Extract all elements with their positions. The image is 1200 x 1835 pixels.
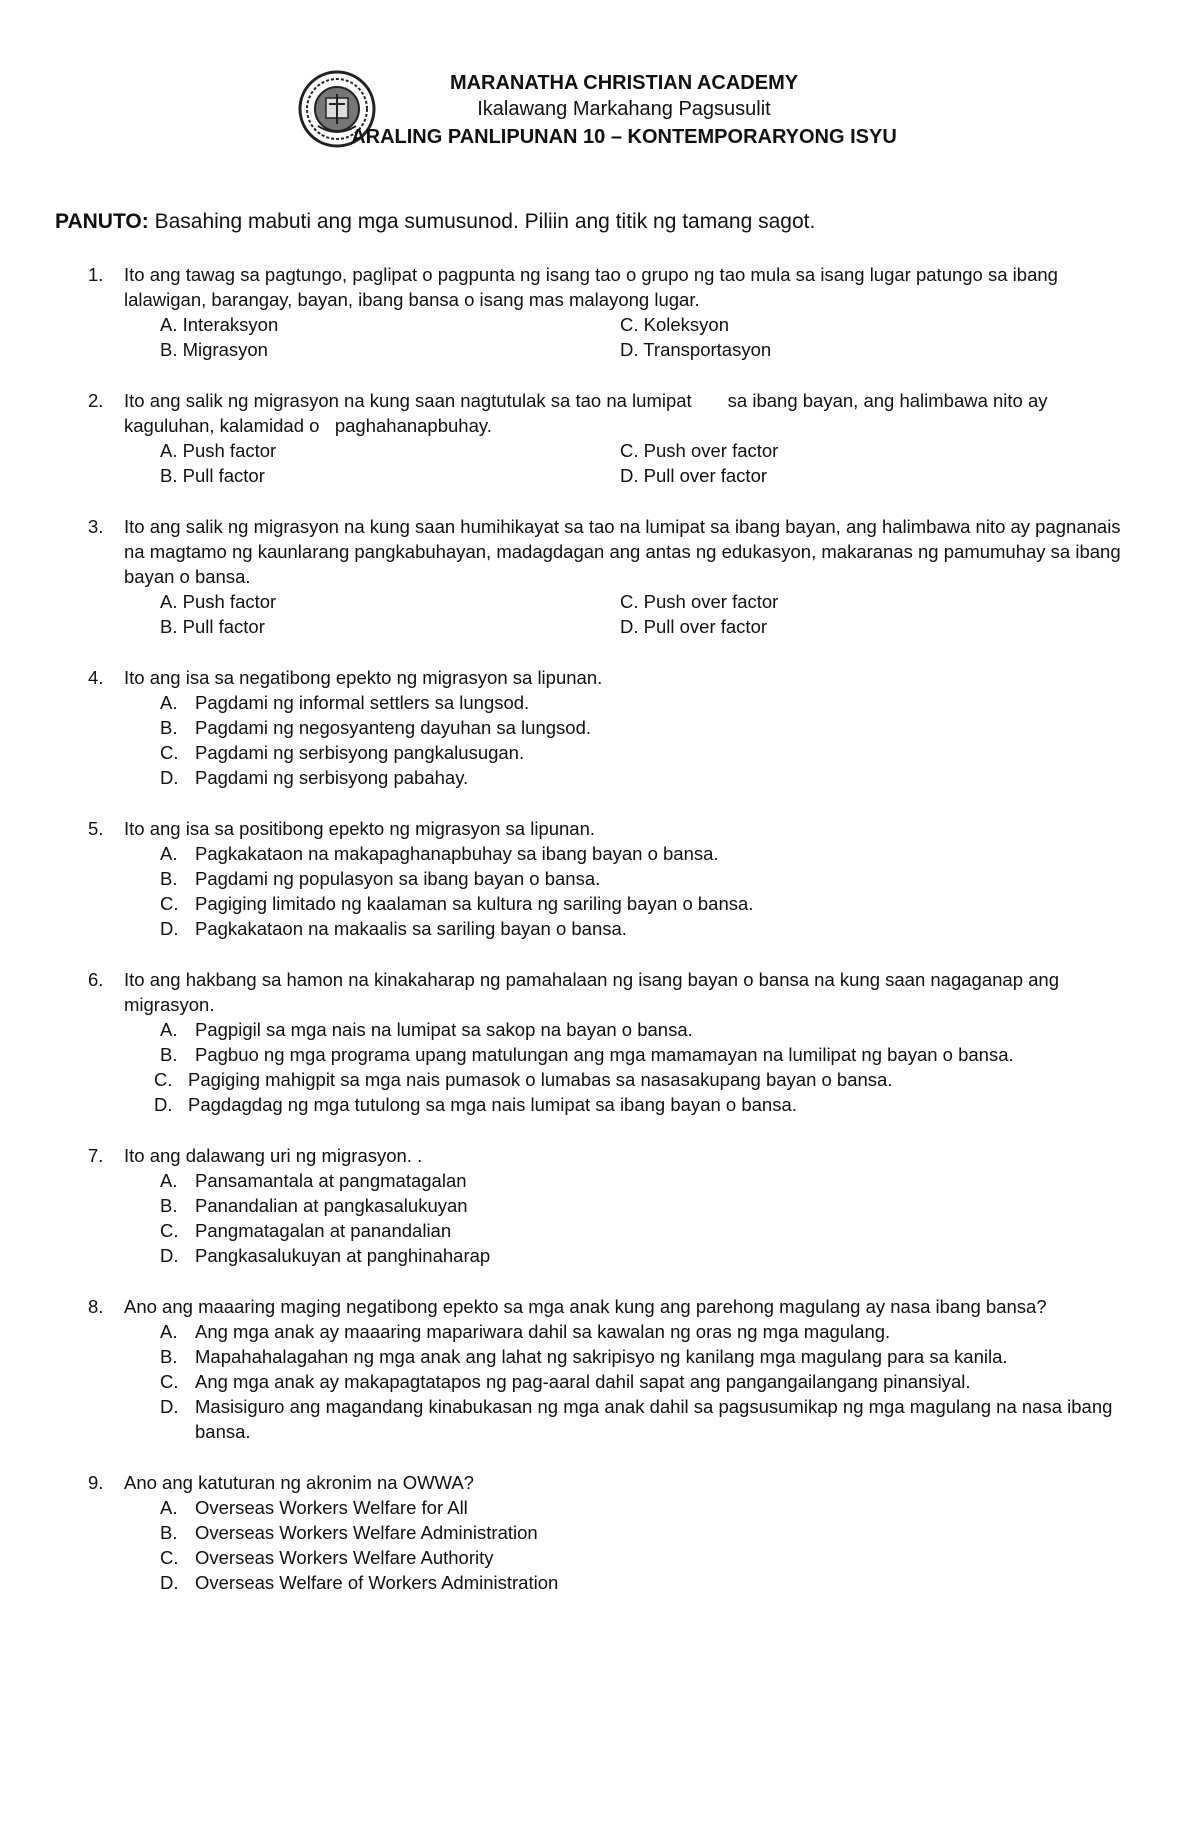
choice-c[interactable]: C. Koleksyon: [620, 314, 729, 335]
instructions-label: PANUTO:: [55, 210, 149, 233]
choice-d[interactable]: [154, 1092, 1130, 1117]
choice-letter: B.: [160, 868, 178, 889]
question-number: 1.: [88, 264, 104, 285]
question-5: [0, 816, 1200, 941]
choice-letter: D.: [160, 1245, 179, 1266]
question-text: Ito ang hakbang sa hamon na kinakaharap ng pamahalaan ng isang bayan o bansa na kung saan nagaganap ang migrasyon.: [124, 969, 1059, 1015]
choice-c[interactable]: [160, 891, 1130, 916]
choice-b[interactable]: [160, 866, 1130, 891]
question-list: [0, 262, 1200, 1621]
question-9: [0, 1470, 1200, 1595]
choice-text: Pagdami ng populasyon sa ibang bayan o bansa.: [195, 868, 601, 889]
choice-text: Pagdami ng serbisyong pangkalusugan.: [195, 742, 525, 763]
choice-d[interactable]: [160, 1570, 1130, 1595]
question-number: 4.: [88, 667, 104, 688]
question-text: Ito ang dalawang uri ng migrasyon. .: [124, 1145, 423, 1166]
choice-letter: B.: [160, 1195, 178, 1216]
choice-b[interactable]: [160, 1193, 1130, 1218]
choice-a[interactable]: [160, 690, 1130, 715]
choice-b[interactable]: B. Migrasyon: [160, 339, 268, 360]
choice-letter: D.: [160, 1572, 179, 1593]
instructions-text: Basahing mabuti ang mga sumusunod. Piliin ang titik ng tamang sagot.: [154, 210, 816, 233]
choice-text: Pagdami ng informal settlers sa lungsod.: [195, 692, 530, 713]
choice-letter: C.: [160, 1220, 179, 1241]
choices: [124, 1017, 1130, 1117]
choice-d[interactable]: [160, 1243, 1130, 1268]
choice-c[interactable]: C. Push over factor: [620, 440, 779, 461]
question-8: [0, 1294, 1200, 1444]
choice-text: Pagdami ng negosyanteng dayuhan sa lungsod.: [195, 717, 591, 738]
choices: [124, 1168, 1130, 1268]
choice-b[interactable]: B. Pull factor: [160, 465, 265, 486]
choices: [124, 589, 1130, 639]
question-number: 9.: [88, 1472, 104, 1493]
choice-a[interactable]: A. Interaksyon: [160, 314, 279, 335]
choice-letter: B.: [160, 717, 178, 738]
exam-title: Ikalawang Markahang Pagsusulit: [477, 98, 771, 120]
choice-text: Panandalian at pangkasalukuyan: [195, 1195, 468, 1216]
question-2: [0, 388, 1200, 488]
choice-b[interactable]: [160, 1042, 1130, 1067]
choices: [124, 1495, 1130, 1595]
question-text: Ano ang katuturan ng akronim na OWWA?: [124, 1472, 474, 1493]
choice-c[interactable]: [160, 1218, 1130, 1243]
choice-d[interactable]: D. Pull over factor: [620, 616, 768, 637]
choice-text: Pagdagdag ng mga tutulong sa mga nais lumipat sa ibang bayan o bansa.: [188, 1094, 797, 1115]
question-4: [0, 665, 1200, 790]
question-1: [0, 262, 1200, 362]
choice-a[interactable]: [160, 1017, 1130, 1042]
question-7: [0, 1143, 1200, 1268]
choices: [124, 690, 1130, 790]
question-text: Ano ang maaaring maging negatibong epekto sa mga anak kung ang parehong magulang ay nasa ibang bansa?: [124, 1296, 1047, 1317]
choice-text: Overseas Workers Welfare Administration: [195, 1522, 538, 1543]
question-number: 6.: [88, 969, 104, 990]
choice-text: Mapahahalagahan ng mga anak ang lahat ng sakripisyo ng kanilang mga magulang para sa kanila.: [195, 1346, 1008, 1367]
choice-letter: A.: [160, 1497, 178, 1518]
choice-c[interactable]: [160, 740, 1130, 765]
question-number: 5.: [88, 818, 104, 839]
choices: [124, 1319, 1130, 1444]
choice-text: Pansamantala at pangmatagalan: [195, 1170, 467, 1191]
choices: [124, 312, 1130, 362]
choice-letter: A.: [160, 843, 178, 864]
question-number: 3.: [88, 516, 104, 537]
choice-d[interactable]: [160, 916, 1130, 941]
question-number: 7.: [88, 1145, 104, 1166]
question-text: Ito ang salik ng migrasyon na kung saan nagtutulak sa tao na lumipat sa ibang bayan, ang halimbawa nito ay kaguluhan, kalamidad o paghahanapbuhay.: [124, 390, 1053, 436]
choice-a[interactable]: [160, 1168, 1130, 1193]
instructions: [55, 210, 1155, 234]
subject-title: ARALING PANLIPUNAN 10 – KONTEMPORARYONG ISYU: [351, 126, 897, 148]
choices: [124, 438, 1130, 488]
choice-text: Overseas Workers Welfare for All: [195, 1497, 468, 1518]
choice-b[interactable]: B. Pull factor: [160, 616, 265, 637]
choice-letter: A.: [160, 1170, 178, 1191]
question-number: 2.: [88, 390, 104, 411]
choice-text: Pagpigil sa mga nais na lumipat sa sakop na bayan o bansa.: [195, 1019, 693, 1040]
choice-text: Masisiguro ang magandang kinabukasan ng mga anak dahil sa pagsusumikap ng mga magulang na nasa ibang bansa.: [195, 1396, 1113, 1442]
choice-letter: A.: [160, 1019, 178, 1040]
question-text: Ito ang isa sa negatibong epekto ng migrasyon sa lipunan.: [124, 667, 603, 688]
choice-a[interactable]: [160, 1319, 1130, 1344]
question-text: Ito ang isa sa positibong epekto ng migrasyon sa lipunan.: [124, 818, 596, 839]
choice-d[interactable]: [160, 1394, 1130, 1444]
choice-text: Pagkakataon na makapaghanapbuhay sa ibang bayan o bansa.: [195, 843, 719, 864]
choice-letter: D.: [154, 1094, 173, 1115]
choice-a[interactable]: [160, 1495, 1130, 1520]
choice-c[interactable]: [160, 1369, 1130, 1394]
choice-letter: D.: [160, 1396, 179, 1417]
choice-letter: C.: [160, 893, 179, 914]
choice-c[interactable]: [160, 1545, 1130, 1570]
choice-letter: D.: [160, 918, 179, 939]
choice-c[interactable]: [154, 1067, 1130, 1092]
choice-text: Pagiging mahigpit sa mga nais pumasok o lumabas sa nasasakupang bayan o bansa.: [188, 1069, 893, 1090]
choices: [124, 841, 1130, 941]
choice-text: Pagdami ng serbisyong pabahay.: [195, 767, 469, 788]
choice-text: Ang mga anak ay makapagtatapos ng pag-aaral dahil sapat ang pangangailangang pinansiyal.: [195, 1371, 971, 1392]
school-name: MARANATHA CHRISTIAN ACADEMY: [449, 72, 799, 94]
choice-letter: C.: [154, 1069, 173, 1090]
choice-text: Pangmatagalan at panandalian: [195, 1220, 452, 1241]
choice-letter: C.: [160, 1371, 179, 1392]
choice-a[interactable]: A. Push factor: [160, 591, 277, 612]
choice-letter: B.: [160, 1522, 178, 1543]
choice-letter: A.: [160, 692, 178, 713]
choice-letter: B.: [160, 1346, 178, 1367]
choice-text: Pagbuo ng mga programa upang matulungan ang mga mamamayan na lumilipat ng bayan o bansa.: [195, 1044, 1014, 1065]
choice-a[interactable]: [160, 841, 1130, 866]
question-text: Ito ang salik ng migrasyon na kung saan humihikayat sa tao na lumipat sa ibang bayan, ang halimbawa nito ay pagnanais na magtamo ng kaunlarang pangkabuhayan, madagdagan ang antas ng edukasyon, makaranas ng pamumuhay sa ibang bayan o bansa.: [124, 516, 1121, 587]
choice-text: Overseas Welfare of Workers Administration: [195, 1572, 559, 1593]
question-6: [0, 967, 1200, 1117]
choice-letter: C.: [160, 742, 179, 763]
choice-c[interactable]: C. Push over factor: [620, 591, 779, 612]
choice-d[interactable]: [160, 765, 1130, 790]
choice-d[interactable]: D. Transportasyon: [620, 339, 772, 360]
choice-letter: A.: [160, 1321, 178, 1342]
choice-letter: B.: [160, 1044, 178, 1065]
choice-d[interactable]: D. Pull over factor: [620, 465, 768, 486]
question-text: Ito ang tawag sa pagtungo, paglipat o pagpunta ng isang tao o grupo ng tao mula sa isang lugar patungo sa ibang lalawigan, barangay, bayan, ibang bansa o isang mas malayong lugar.: [124, 264, 1058, 310]
choice-text: Ang mga anak ay maaaring mapariwara dahil sa kawalan ng oras ng mga magulang.: [195, 1321, 891, 1342]
choice-text: Pangkasalukuyan at panghinaharap: [195, 1245, 491, 1266]
choice-a[interactable]: A. Push factor: [160, 440, 277, 461]
choice-b[interactable]: [160, 1520, 1130, 1545]
question-3: [0, 514, 1200, 639]
choice-text: Overseas Workers Welfare Authority: [195, 1547, 494, 1568]
choice-letter: C.: [160, 1547, 179, 1568]
question-number: 8.: [88, 1296, 104, 1317]
choice-text: Pagiging limitado ng kaalaman sa kultura ng sariling bayan o bansa.: [195, 893, 754, 914]
choice-b[interactable]: [160, 715, 1130, 740]
choice-text: Pagkakataon na makaalis sa sariling bayan o bansa.: [195, 918, 627, 939]
choice-b[interactable]: [160, 1344, 1130, 1369]
choice-letter: D.: [160, 767, 179, 788]
